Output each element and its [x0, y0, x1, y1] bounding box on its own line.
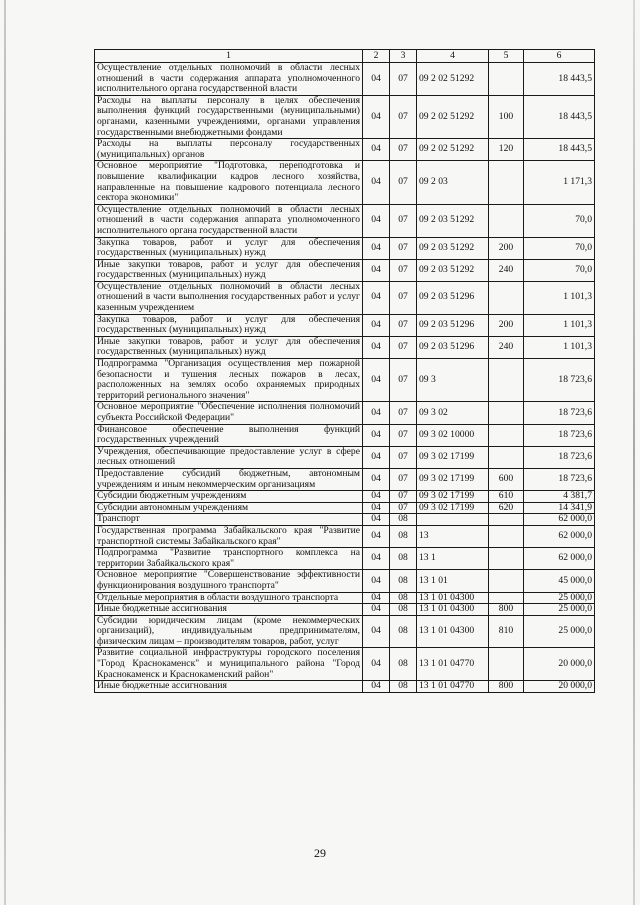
row-expense-type [489, 648, 524, 681]
row-section: 04 [363, 514, 390, 526]
row-section: 04 [363, 502, 390, 514]
row-expense-type [489, 548, 524, 570]
table-row [95, 359, 595, 402]
row-section: 04 [363, 648, 390, 681]
table-row [95, 424, 595, 446]
page-edge-left [4, 0, 6, 905]
row-section: 04 [363, 525, 390, 547]
row-amount: 1 101,3 [524, 281, 595, 314]
row-subsection: 07 [390, 359, 417, 402]
row-section: 04 [363, 336, 390, 358]
row-target-code: 09 3 02 17199 [417, 491, 489, 503]
row-section: 04 [363, 161, 390, 204]
row-name: Иные бюджетные ассигнования [95, 604, 363, 616]
row-name: Основное мероприятие "Совершенствование эффективности функционирования воздушного транспорта" [95, 570, 363, 592]
row-target-code: 09 2 03 51292 [417, 204, 489, 237]
table-row [95, 314, 595, 336]
row-name: Иные бюджетные ассигнования [95, 681, 363, 693]
row-section: 04 [363, 359, 390, 402]
row-expense-type: 240 [489, 336, 524, 358]
row-amount: 70,0 [524, 237, 595, 259]
row-amount: 1 171,3 [524, 161, 595, 204]
row-name: Иные закупки товаров, работ и услуг для обеспечения государственных (муниципальных) нужд [95, 336, 363, 358]
row-target-code: 09 2 03 51296 [417, 281, 489, 314]
row-subsection: 07 [390, 336, 417, 358]
row-target-code: 13 1 01 04770 [417, 681, 489, 693]
row-subsection: 07 [390, 161, 417, 204]
row-name: Подпрограмма "Развитие транспортного комплекса на территории Забайкальского края" [95, 548, 363, 570]
row-section: 04 [363, 446, 390, 468]
row-expense-type: 240 [489, 259, 524, 281]
row-amount: 25 000,0 [524, 592, 595, 604]
row-target-code: 09 3 [417, 359, 489, 402]
row-subsection: 08 [390, 570, 417, 592]
row-amount: 62 000,0 [524, 514, 595, 526]
row-subsection: 07 [390, 502, 417, 514]
table-row [95, 237, 595, 259]
row-target-code: 09 3 02 17199 [417, 446, 489, 468]
row-amount: 18 443,5 [524, 139, 595, 161]
row-subsection: 07 [390, 139, 417, 161]
header-col-1: 1 [95, 50, 363, 63]
row-expense-type: 120 [489, 139, 524, 161]
row-name: Основное мероприятие "Подготовка, переподготовка и повышение квалификации кадров лесного хозяйства, направленные на повышение кадрового потенциала лесного сектора экономики" [95, 161, 363, 204]
row-target-code: 09 3 02 [417, 402, 489, 424]
table-row [95, 548, 595, 570]
row-expense-type: 100 [489, 95, 524, 138]
row-subsection: 08 [390, 648, 417, 681]
header-col-2: 2 [363, 50, 390, 63]
header-row [95, 50, 595, 63]
table-row [95, 491, 595, 503]
row-expense-type [489, 514, 524, 526]
row-amount: 25 000,0 [524, 615, 595, 648]
row-name: Закупка товаров, работ и услуг для обеспечения государственных (муниципальных) нужд [95, 314, 363, 336]
row-name: Государственная программа Забайкальского края "Развитие транспортной системы Забайкальского края" [95, 525, 363, 547]
row-target-code: 13 1 01 04300 [417, 615, 489, 648]
row-target-code: 09 2 03 51292 [417, 259, 489, 281]
table-row [95, 502, 595, 514]
row-name: Учреждения, обеспечивающие предоставление услуг в сфере лесных отношений [95, 446, 363, 468]
page-edge-right [633, 0, 635, 905]
row-expense-type [489, 424, 524, 446]
row-section: 04 [363, 95, 390, 138]
row-expense-type [489, 402, 524, 424]
row-name: Субсидии бюджетным учреждениям [95, 491, 363, 503]
row-target-code: 09 2 03 51296 [417, 314, 489, 336]
row-name: Предоставление субсидий бюджетным, автономным учреждениям и иным некоммерческим организациям [95, 468, 363, 490]
row-amount: 18 723,6 [524, 402, 595, 424]
row-subsection: 07 [390, 237, 417, 259]
row-expense-type: 600 [489, 468, 524, 490]
row-section: 04 [363, 314, 390, 336]
row-expense-type: 200 [489, 237, 524, 259]
row-target-code: 09 2 02 51292 [417, 63, 489, 96]
row-subsection: 07 [390, 95, 417, 138]
row-expense-type: 620 [489, 502, 524, 514]
row-amount: 62 000,0 [524, 548, 595, 570]
row-amount: 14 341,9 [524, 502, 595, 514]
row-name: Субсидии автономным учреждениям [95, 502, 363, 514]
row-expense-type [489, 281, 524, 314]
row-section: 04 [363, 139, 390, 161]
row-amount: 70,0 [524, 259, 595, 281]
table-row [95, 281, 595, 314]
row-subsection: 07 [390, 204, 417, 237]
table-row [95, 648, 595, 681]
row-section: 04 [363, 63, 390, 96]
row-amount: 70,0 [524, 204, 595, 237]
row-name: Субсидии юридическим лицам (кроме некоммерческих организаций), индивидуальным предпринимателям, физическим лицам – производителям товаров, работ, услуг [95, 615, 363, 648]
row-section: 04 [363, 402, 390, 424]
header-col-6: 6 [524, 50, 595, 63]
row-subsection: 08 [390, 604, 417, 616]
table-row [95, 525, 595, 547]
row-expense-type [489, 446, 524, 468]
row-expense-type: 200 [489, 314, 524, 336]
row-name: Финансовое обеспечение выполнения функций государственных учреждений [95, 424, 363, 446]
row-subsection: 08 [390, 514, 417, 526]
row-name: Осуществление отдельных полномочий в области лесных отношений в части содержания аппарата уполномоченного исполнительного органа государственной власти [95, 63, 363, 96]
row-target-code: 09 2 03 [417, 161, 489, 204]
page-number: 29 [314, 846, 326, 860]
row-expense-type [489, 204, 524, 237]
row-subsection: 07 [390, 63, 417, 96]
row-section: 04 [363, 237, 390, 259]
row-target-code: 09 2 03 51292 [417, 237, 489, 259]
row-expense-type [489, 592, 524, 604]
table-row [95, 336, 595, 358]
row-subsection: 07 [390, 259, 417, 281]
header-col-4: 4 [417, 50, 489, 63]
row-subsection: 08 [390, 592, 417, 604]
table-row [95, 615, 595, 648]
row-amount: 62 000,0 [524, 525, 595, 547]
table-row [95, 139, 595, 161]
header-col-5: 5 [489, 50, 524, 63]
row-section: 04 [363, 281, 390, 314]
row-amount: 18 723,6 [524, 446, 595, 468]
row-expense-type [489, 359, 524, 402]
row-target-code: 09 3 02 10000 [417, 424, 489, 446]
row-expense-type [489, 525, 524, 547]
table-row [95, 681, 595, 693]
row-name: Закупка товаров, работ и услуг для обеспечения государственных (муниципальных) нужд [95, 237, 363, 259]
row-target-code: 09 2 02 51292 [417, 139, 489, 161]
table-row [95, 63, 595, 96]
row-amount: 20 000,0 [524, 681, 595, 693]
row-name: Расходы на выплаты персоналу государственных (муниципальных) органов [95, 139, 363, 161]
row-name: Расходы на выплаты персоналу в целях обеспечения выполнения функций государственными (муниципальными) органами, казенными учреждениями, органами управления государственными внебюджетными фондами [95, 95, 363, 138]
row-amount: 18 723,6 [524, 424, 595, 446]
row-subsection: 08 [390, 548, 417, 570]
row-target-code: 13 [417, 525, 489, 547]
row-expense-type [489, 570, 524, 592]
row-name: Транспорт [95, 514, 363, 526]
row-target-code: 09 2 02 51292 [417, 95, 489, 138]
row-amount: 20 000,0 [524, 648, 595, 681]
row-target-code: 13 1 [417, 548, 489, 570]
row-section: 04 [363, 548, 390, 570]
row-subsection: 07 [390, 468, 417, 490]
row-amount: 18 443,5 [524, 63, 595, 96]
table-row [95, 259, 595, 281]
row-subsection: 07 [390, 446, 417, 468]
row-name: Подпрограмма "Организация осуществления мер пожарной безопасности и тушения лесных пожаров в лесах, расположенных на землях особо охраняемых природных территорий регионального значения" [95, 359, 363, 402]
row-subsection: 07 [390, 402, 417, 424]
row-subsection: 07 [390, 491, 417, 503]
row-expense-type: 610 [489, 491, 524, 503]
row-section: 04 [363, 570, 390, 592]
row-amount: 4 381,7 [524, 491, 595, 503]
row-subsection: 07 [390, 281, 417, 314]
row-section: 04 [363, 491, 390, 503]
row-amount: 1 101,3 [524, 336, 595, 358]
row-subsection: 07 [390, 424, 417, 446]
row-expense-type: 800 [489, 681, 524, 693]
row-amount: 1 101,3 [524, 314, 595, 336]
row-name: Развитие социальной инфраструктуры городского поселения "Город Краснокаменск" и муниципального района "Город Краснокаменск и Краснокаменский район" [95, 648, 363, 681]
row-amount: 25 000,0 [524, 604, 595, 616]
row-target-code: 13 1 01 04300 [417, 592, 489, 604]
row-section: 04 [363, 468, 390, 490]
row-amount: 18 723,6 [524, 468, 595, 490]
row-section: 04 [363, 259, 390, 281]
row-target-code: 09 2 03 51296 [417, 336, 489, 358]
row-expense-type: 800 [489, 604, 524, 616]
row-target-code: 09 3 02 17199 [417, 502, 489, 514]
row-target-code: 09 3 02 17199 [417, 468, 489, 490]
header-col-3: 3 [390, 50, 417, 63]
table-row [95, 468, 595, 490]
budget-table [94, 49, 595, 693]
row-subsection: 08 [390, 525, 417, 547]
row-target-code: 13 1 01 04300 [417, 604, 489, 616]
row-subsection: 08 [390, 681, 417, 693]
row-section: 04 [363, 615, 390, 648]
row-section: 04 [363, 604, 390, 616]
row-target-code: 13 1 01 [417, 570, 489, 592]
row-amount: 45 000,0 [524, 570, 595, 592]
row-section: 04 [363, 681, 390, 693]
table-row [95, 592, 595, 604]
row-target-code: 13 1 01 04770 [417, 648, 489, 681]
row-expense-type [489, 63, 524, 96]
table-row [95, 204, 595, 237]
row-section: 04 [363, 204, 390, 237]
row-amount: 18 443,5 [524, 95, 595, 138]
row-name: Осуществление отдельных полномочий в области лесных отношений в части содержания аппарата уполномоченного исполнительного органа государственной власти [95, 204, 363, 237]
row-name: Основное мероприятие "Обеспечение исполнения полномочий субъекта Российской Федерации" [95, 402, 363, 424]
row-name: Иные закупки товаров, работ и услуг для обеспечения государственных (муниципальных) нужд [95, 259, 363, 281]
row-section: 04 [363, 592, 390, 604]
table-row [95, 446, 595, 468]
row-subsection: 08 [390, 615, 417, 648]
row-subsection: 07 [390, 314, 417, 336]
table-row [95, 161, 595, 204]
row-target-code [417, 514, 489, 526]
table-row [95, 402, 595, 424]
table-row [95, 570, 595, 592]
table-body [95, 63, 595, 693]
row-section: 04 [363, 424, 390, 446]
row-amount: 18 723,6 [524, 359, 595, 402]
row-expense-type [489, 161, 524, 204]
row-name: Отдельные мероприятия в области воздушного транспорта [95, 592, 363, 604]
table-row [95, 604, 595, 616]
table-row [95, 514, 595, 526]
row-expense-type: 810 [489, 615, 524, 648]
table-row [95, 95, 595, 138]
row-name: Осуществление отдельных полномочий в области лесных отношений в части выполнения государственных работ и услуг казенным учреждением [95, 281, 363, 314]
